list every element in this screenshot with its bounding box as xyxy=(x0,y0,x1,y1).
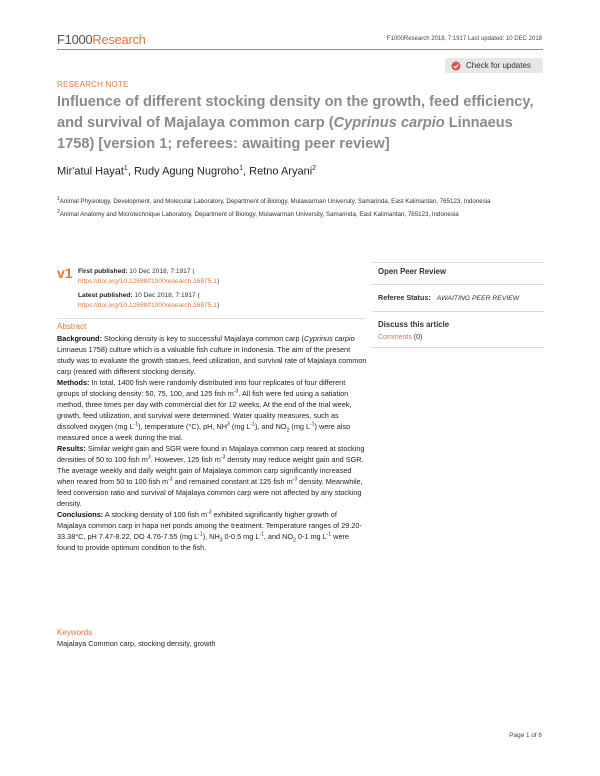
discuss-heading: Discuss this article xyxy=(378,320,450,329)
subscript: 2 xyxy=(293,537,296,544)
author-name[interactable]: Mir'atul Hayat xyxy=(57,165,124,178)
header-divider xyxy=(57,49,543,50)
superscript: -1 xyxy=(198,531,203,538)
page-number: Page 1 of 6 xyxy=(509,732,542,739)
panel-divider xyxy=(372,347,544,348)
keywords-heading: Keywords xyxy=(57,628,93,637)
superscript: -3 xyxy=(207,509,212,516)
abstract-text: , and NO xyxy=(263,532,294,541)
latest-published-doi-link[interactable]: https://doi.org/10.12688/f1000research.16875.1 xyxy=(78,301,217,309)
first-published-doi-link[interactable]: https://doi.org/10.12688/f1000research.16875.1 xyxy=(78,277,217,285)
publication-info xyxy=(78,267,219,310)
first-published-doi-row xyxy=(78,277,219,287)
superscript: -1 xyxy=(310,421,315,428)
superscript: -1 xyxy=(250,421,255,428)
superscript: -1 xyxy=(259,531,264,538)
author-name[interactable]: Rudy Agung Nugroho xyxy=(133,165,240,178)
first-published-label: First published: xyxy=(78,268,128,275)
superscript: -3 xyxy=(220,454,226,461)
abstract-text: Linnaeus 1758) culture which is a valuable fish culture in Indonesia. The aim of the present study was to evaluate the growth statues, feed utilization, and survival rate of Majalaya common carp (reared with different stocking density. xyxy=(57,345,367,376)
affiliations xyxy=(57,194,547,220)
abstract-text: 0-1 mg L xyxy=(295,532,327,541)
abstract-text: exhibited significantly higher growth of Majalaya common carp in hapa net ponds among the treatment. Temperature ranges of 29.20-33.38°C, pH 7.47-8.22, DO 4.76-7.55 (mg L xyxy=(57,510,362,541)
subscript: 3 xyxy=(219,537,223,544)
author-affiliation-number: 1 xyxy=(123,165,128,172)
comments-count: (0) xyxy=(413,334,423,341)
author-list: Mir'atul Hayat$^1$, Rudy Agung Nugroho$^1$, Retno Aryani$^2$ xyxy=(57,165,317,178)
abstract-body xyxy=(57,333,367,553)
latest-published-doi-row xyxy=(78,301,219,311)
close-paren: ) xyxy=(216,301,220,309)
background-label: Background: xyxy=(57,334,102,343)
conclusions-label: Conclusions: xyxy=(57,510,104,519)
abstract-text: . However, 125 fish m xyxy=(150,455,221,464)
abstract-text: A stocking density of 100 fish m xyxy=(103,510,208,519)
superscript: -3 xyxy=(233,388,239,395)
abstract-text: ), temperature (°C), pH, NH xyxy=(138,422,228,431)
superscript: -3 xyxy=(168,476,173,483)
abstract-conclusions xyxy=(57,509,367,553)
superscript: -1 xyxy=(326,531,332,538)
latest-published-label: Latest published: xyxy=(78,292,133,299)
title-italic: Cyprinus carpio xyxy=(333,115,445,131)
first-published xyxy=(78,267,219,277)
abstract-text: ), NH xyxy=(202,532,220,541)
abstract-methods xyxy=(57,377,367,443)
abstract-text: ), and NO xyxy=(254,422,287,431)
check-updates-label: Check for updates xyxy=(466,61,531,70)
abstract-text: Similar weight gain and SGR were found in Majalaya common carp reared at stocking densities of 50 to 100 fish m xyxy=(57,444,365,464)
article-type: RESEARCH NOTE xyxy=(57,80,129,89)
header-meta: F1000Research 2018, 7:1917 Last updated: 10 DEC 2018 xyxy=(386,36,542,42)
title-part-1: Influence of different stocking density on the growth, feed efficiency, and survival of Majalaya common carp ( xyxy=(57,94,534,131)
methods-label: Methods: xyxy=(57,378,90,387)
latest-published-value: 10 Dec 2018, 7:1917 ( xyxy=(134,292,200,299)
f1000research-logo xyxy=(57,32,146,47)
abstract-text: ) were also measured once a week during the trial. xyxy=(57,422,351,442)
affiliation-number: 1 xyxy=(57,196,60,202)
version-label: v1 xyxy=(57,265,73,281)
abstract-text: (mg L xyxy=(229,422,251,431)
abstract-heading: Abstract xyxy=(57,322,87,331)
subscript: 2 xyxy=(286,427,290,434)
abstract-italic: Cyprinus carpio xyxy=(303,334,355,343)
logo-research: Research xyxy=(92,32,146,47)
close-paren: ) xyxy=(216,277,220,285)
abstract-text: density. Meanwhile, feed conversion ratio and survival of Majalaya common carp were not affected by any stocking density. xyxy=(57,477,363,508)
abstract-text: (mg L xyxy=(289,422,311,431)
author-affiliation-number: 1 xyxy=(239,165,244,172)
logo-f1000: F1000 xyxy=(57,32,93,47)
abstract-text: 0-0.5 mg L xyxy=(222,532,260,541)
open-peer-review-panel xyxy=(372,262,544,348)
affiliation xyxy=(57,207,547,220)
check-updates-icon xyxy=(451,61,461,71)
abstract-text: density may reduce weight gain and SGR. The average weekly and daily weight gain of Majalaya common carp significantly increased when reared from 50 to 100 fish m xyxy=(57,455,364,486)
check-for-updates-button[interactable] xyxy=(445,58,543,73)
affiliation-text: Animal Anatomy and Microtechnique Laboratory, Department of Biology, Mulawarman University, Samarinda, East Kalimantan, 765123, Indonesia xyxy=(59,211,459,219)
open-peer-review-heading: Open Peer Review xyxy=(378,267,447,276)
referee-status-label: Referee Status: xyxy=(378,293,431,302)
abstract-text: and remained constant at 125 fish m xyxy=(172,477,293,486)
keywords-text: Majalaya Common carp, stocking density, growth xyxy=(57,639,216,648)
affiliation-text: Animal Physiology, Development, and Molecular Laboratory, Department of Biology, Mulawarman University, Samarinda, East Kalimantan, 765123, Indonesia xyxy=(59,198,491,206)
abstract-text: . All fish were fed using a satiation method, three times per day with commercial diet for 12 weeks. At the end of the trial week, growth, feed utilization, and survival were determined. Water quality measures, such as dissolved oxygen (mg L xyxy=(57,389,352,431)
superscript: -3 xyxy=(292,476,298,483)
abstract-text: In total, 1400 fish were randomly distributed into four replicates of four different groups of stocking density: 50, 75, 100, and 125 fish m xyxy=(57,378,346,398)
title-part-2: Linnaeus 1758) [version 1; referees: awaiting peer review] xyxy=(57,115,513,152)
author-name[interactable]: Retno Aryani xyxy=(249,165,313,178)
referee-status-value: AWAITING PEER REVIEW xyxy=(436,295,520,302)
comments-link[interactable]: Comments xyxy=(378,334,412,341)
comments-row xyxy=(372,329,544,347)
superscript: 3 xyxy=(227,421,230,428)
abstract-text: Stocking density is key to successful Majalaya common carp ( xyxy=(102,334,304,343)
author-affiliation-number: 2 xyxy=(312,165,317,172)
latest-published xyxy=(78,291,219,301)
abstract-results xyxy=(57,443,367,509)
abstract-divider xyxy=(57,318,365,319)
first-published-value: 10 Dec 2018, 7:1917 ( xyxy=(129,268,195,275)
affiliation-number: 2 xyxy=(57,209,60,216)
abstract-text: were found to provide optimum condition to the fish. xyxy=(57,532,349,552)
affiliation xyxy=(57,194,547,207)
abstract-background xyxy=(57,333,367,377)
superscript: 3 xyxy=(147,454,151,461)
article-title xyxy=(57,92,547,155)
referee-status xyxy=(372,285,544,305)
results-label: Results: xyxy=(57,444,86,453)
superscript: -1 xyxy=(133,421,139,428)
